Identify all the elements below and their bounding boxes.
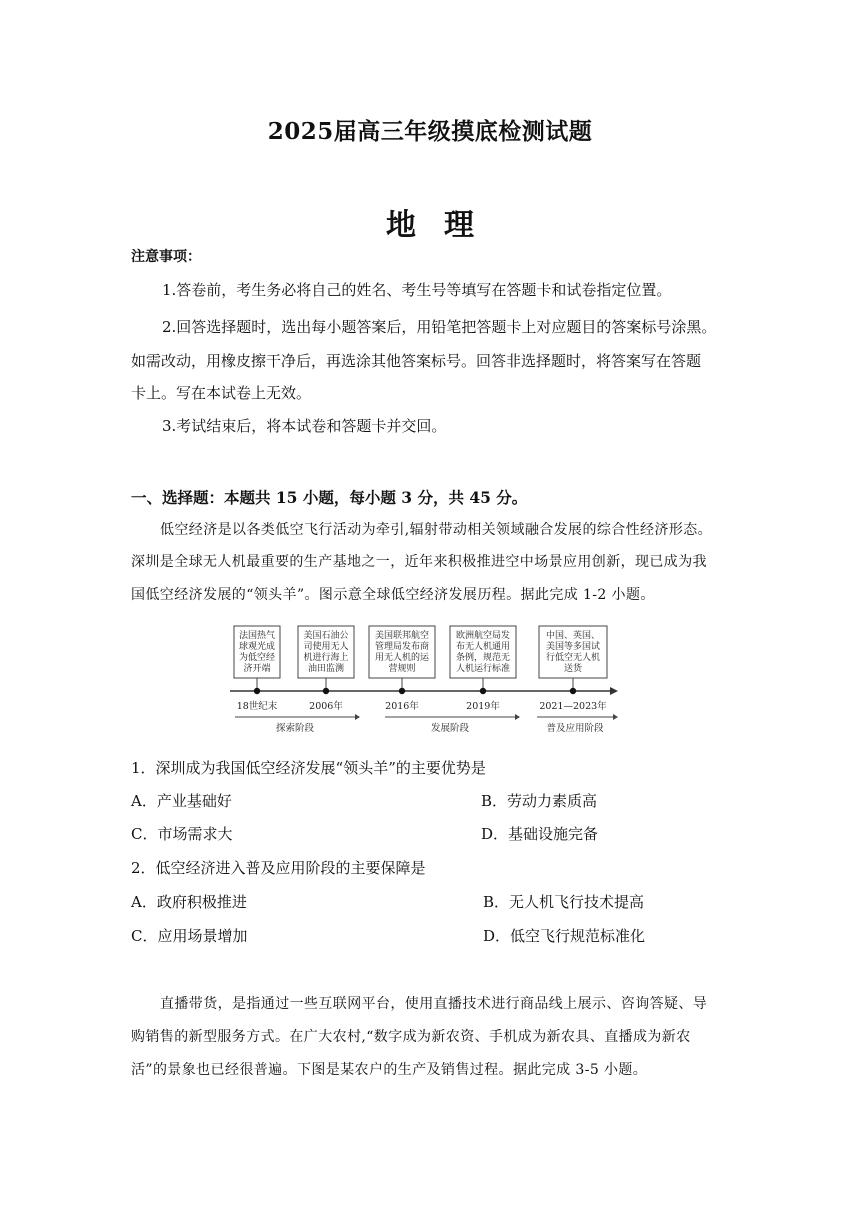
- timeline-date: 2006年: [309, 701, 343, 712]
- q2-option-c: C．应用场景增加: [131, 927, 248, 945]
- timeline-event-text: 欧洲航空局发: [455, 631, 511, 641]
- exam-title: 2025届高三年级摸底检测试题: [267, 118, 593, 145]
- notice-line: 如需改动，用橡皮擦干净后，再选涂其他答案标号。回答非选择题时，将答案写在答题: [131, 352, 702, 370]
- passage-line: 低空经济是以各类低空飞行活动为牵引,辐射带动相关领域融合发展的综合性经济形态。: [160, 522, 713, 538]
- timeline-dot: [480, 688, 486, 694]
- timeline-date: 18世纪末: [236, 701, 278, 712]
- q1-option-b: B．劳动力素质高: [481, 792, 598, 810]
- notice-line: 1.答卷前，考生务必将自己的姓名、考生号等填写在答题卡和试卷指定位置。: [162, 281, 672, 299]
- notice-line: 3.考试结束后，将本试卷和答题卡并交回。: [162, 417, 447, 435]
- q1-option-d: D．基础设施完备: [481, 825, 599, 843]
- timeline-arrowhead: [610, 687, 618, 695]
- subject-title: 地理: [386, 208, 502, 243]
- timeline-event-text: 管理局发布商: [374, 642, 430, 652]
- timeline-event-text: 球观光成: [238, 642, 276, 652]
- timeline-event-text: 条例，规范无: [455, 653, 511, 663]
- stage-label: 普及应用阶段: [546, 723, 604, 734]
- q2-option-b: B．无人机飞行技术提高: [483, 893, 645, 911]
- timeline-event-text: 油田监测: [307, 664, 345, 674]
- timeline-event-text: 美国联邦航空: [374, 631, 430, 641]
- timeline-event-text: 美国等多国试: [545, 642, 601, 652]
- timeline-figure: [225, 621, 625, 741]
- timeline-event-text: 法国热气: [238, 631, 276, 641]
- timeline-dot: [399, 688, 405, 694]
- q2-option-a: A．政府积极推进: [131, 893, 247, 911]
- question-1-stem: 1．深圳成为我国低空经济发展“领头羊”的主要优势是: [131, 759, 486, 777]
- timeline-event-text: 布无人机通用: [455, 642, 511, 652]
- timeline-event-text: 送货: [563, 664, 583, 674]
- q2-option-d: D．低空飞行规范标准化: [483, 927, 646, 945]
- timeline-date: 2021—2023年: [539, 701, 607, 712]
- notice-line: 卡上。写在本试卷上无效。: [131, 384, 312, 402]
- stage-label: 探索阶段: [275, 723, 315, 734]
- timeline-event-text: 中国、英国、: [545, 631, 601, 641]
- stage-arrowhead: [355, 714, 360, 720]
- passage-line: 深圳是全球无人机最重要的生产基地之一，近年来积极推进空中场景应用创新，现已成为我: [131, 554, 707, 570]
- stage-label: 发展阶段: [430, 723, 470, 734]
- timeline-date: 2016年: [385, 701, 419, 712]
- stage-arrowhead: [613, 714, 618, 720]
- passage-line: 购销售的新型服务方式。在广大农村,“数字成为新农资、手机成为新农具、直播成为新农: [131, 1029, 691, 1045]
- notice-heading: 注意事项：: [131, 249, 201, 265]
- stage-arrowhead: [515, 714, 520, 720]
- timeline-event-text: 机进行海上: [303, 653, 349, 663]
- timeline-event-text: 用无人机的运: [374, 653, 430, 663]
- timeline-event-text: 美国石油公: [303, 631, 349, 641]
- passage-line: 活”的景象也已经很普遍。下图是某农户的生产及销售过程。据此完成 3-5 小题。: [131, 1062, 648, 1078]
- q1-option-c: C．市场需求大: [131, 825, 233, 843]
- timeline-event-text: 营规则: [388, 664, 416, 674]
- section-heading: 一、选择题：本题共 15 小题，每小题 3 分，共 45 分。: [131, 488, 528, 507]
- timeline-dot: [254, 688, 260, 694]
- timeline-event-text: 济开端: [243, 664, 271, 674]
- timeline-event-text: 司使用无人: [303, 642, 349, 652]
- timeline-event-text: 人机运行标准: [455, 664, 511, 674]
- passage-line: 国低空经济发展的“领头羊”。图示意全球低空经济发展历程。据此完成 1-2 小题。: [131, 587, 655, 603]
- timeline-event-text: 为低空经: [238, 653, 276, 663]
- q1-option-a: A．产业基础好: [131, 792, 232, 810]
- timeline-event-text: 行低空无人机: [545, 653, 601, 663]
- passage-line: 直播带货，是指通过一些互联网平台，使用直播技术进行商品线上展示、咨询答疑、导: [160, 996, 708, 1012]
- timeline-dot: [323, 688, 329, 694]
- notice-line: 2.回答选择题时，选出每小题答案后，用铅笔把答题卡上对应题目的答案标号涂黑。: [162, 318, 717, 336]
- timeline-dot: [570, 688, 576, 694]
- question-2-stem: 2．低空经济进入普及应用阶段的主要保障是: [131, 859, 426, 877]
- timeline-date: 2019年: [466, 701, 500, 712]
